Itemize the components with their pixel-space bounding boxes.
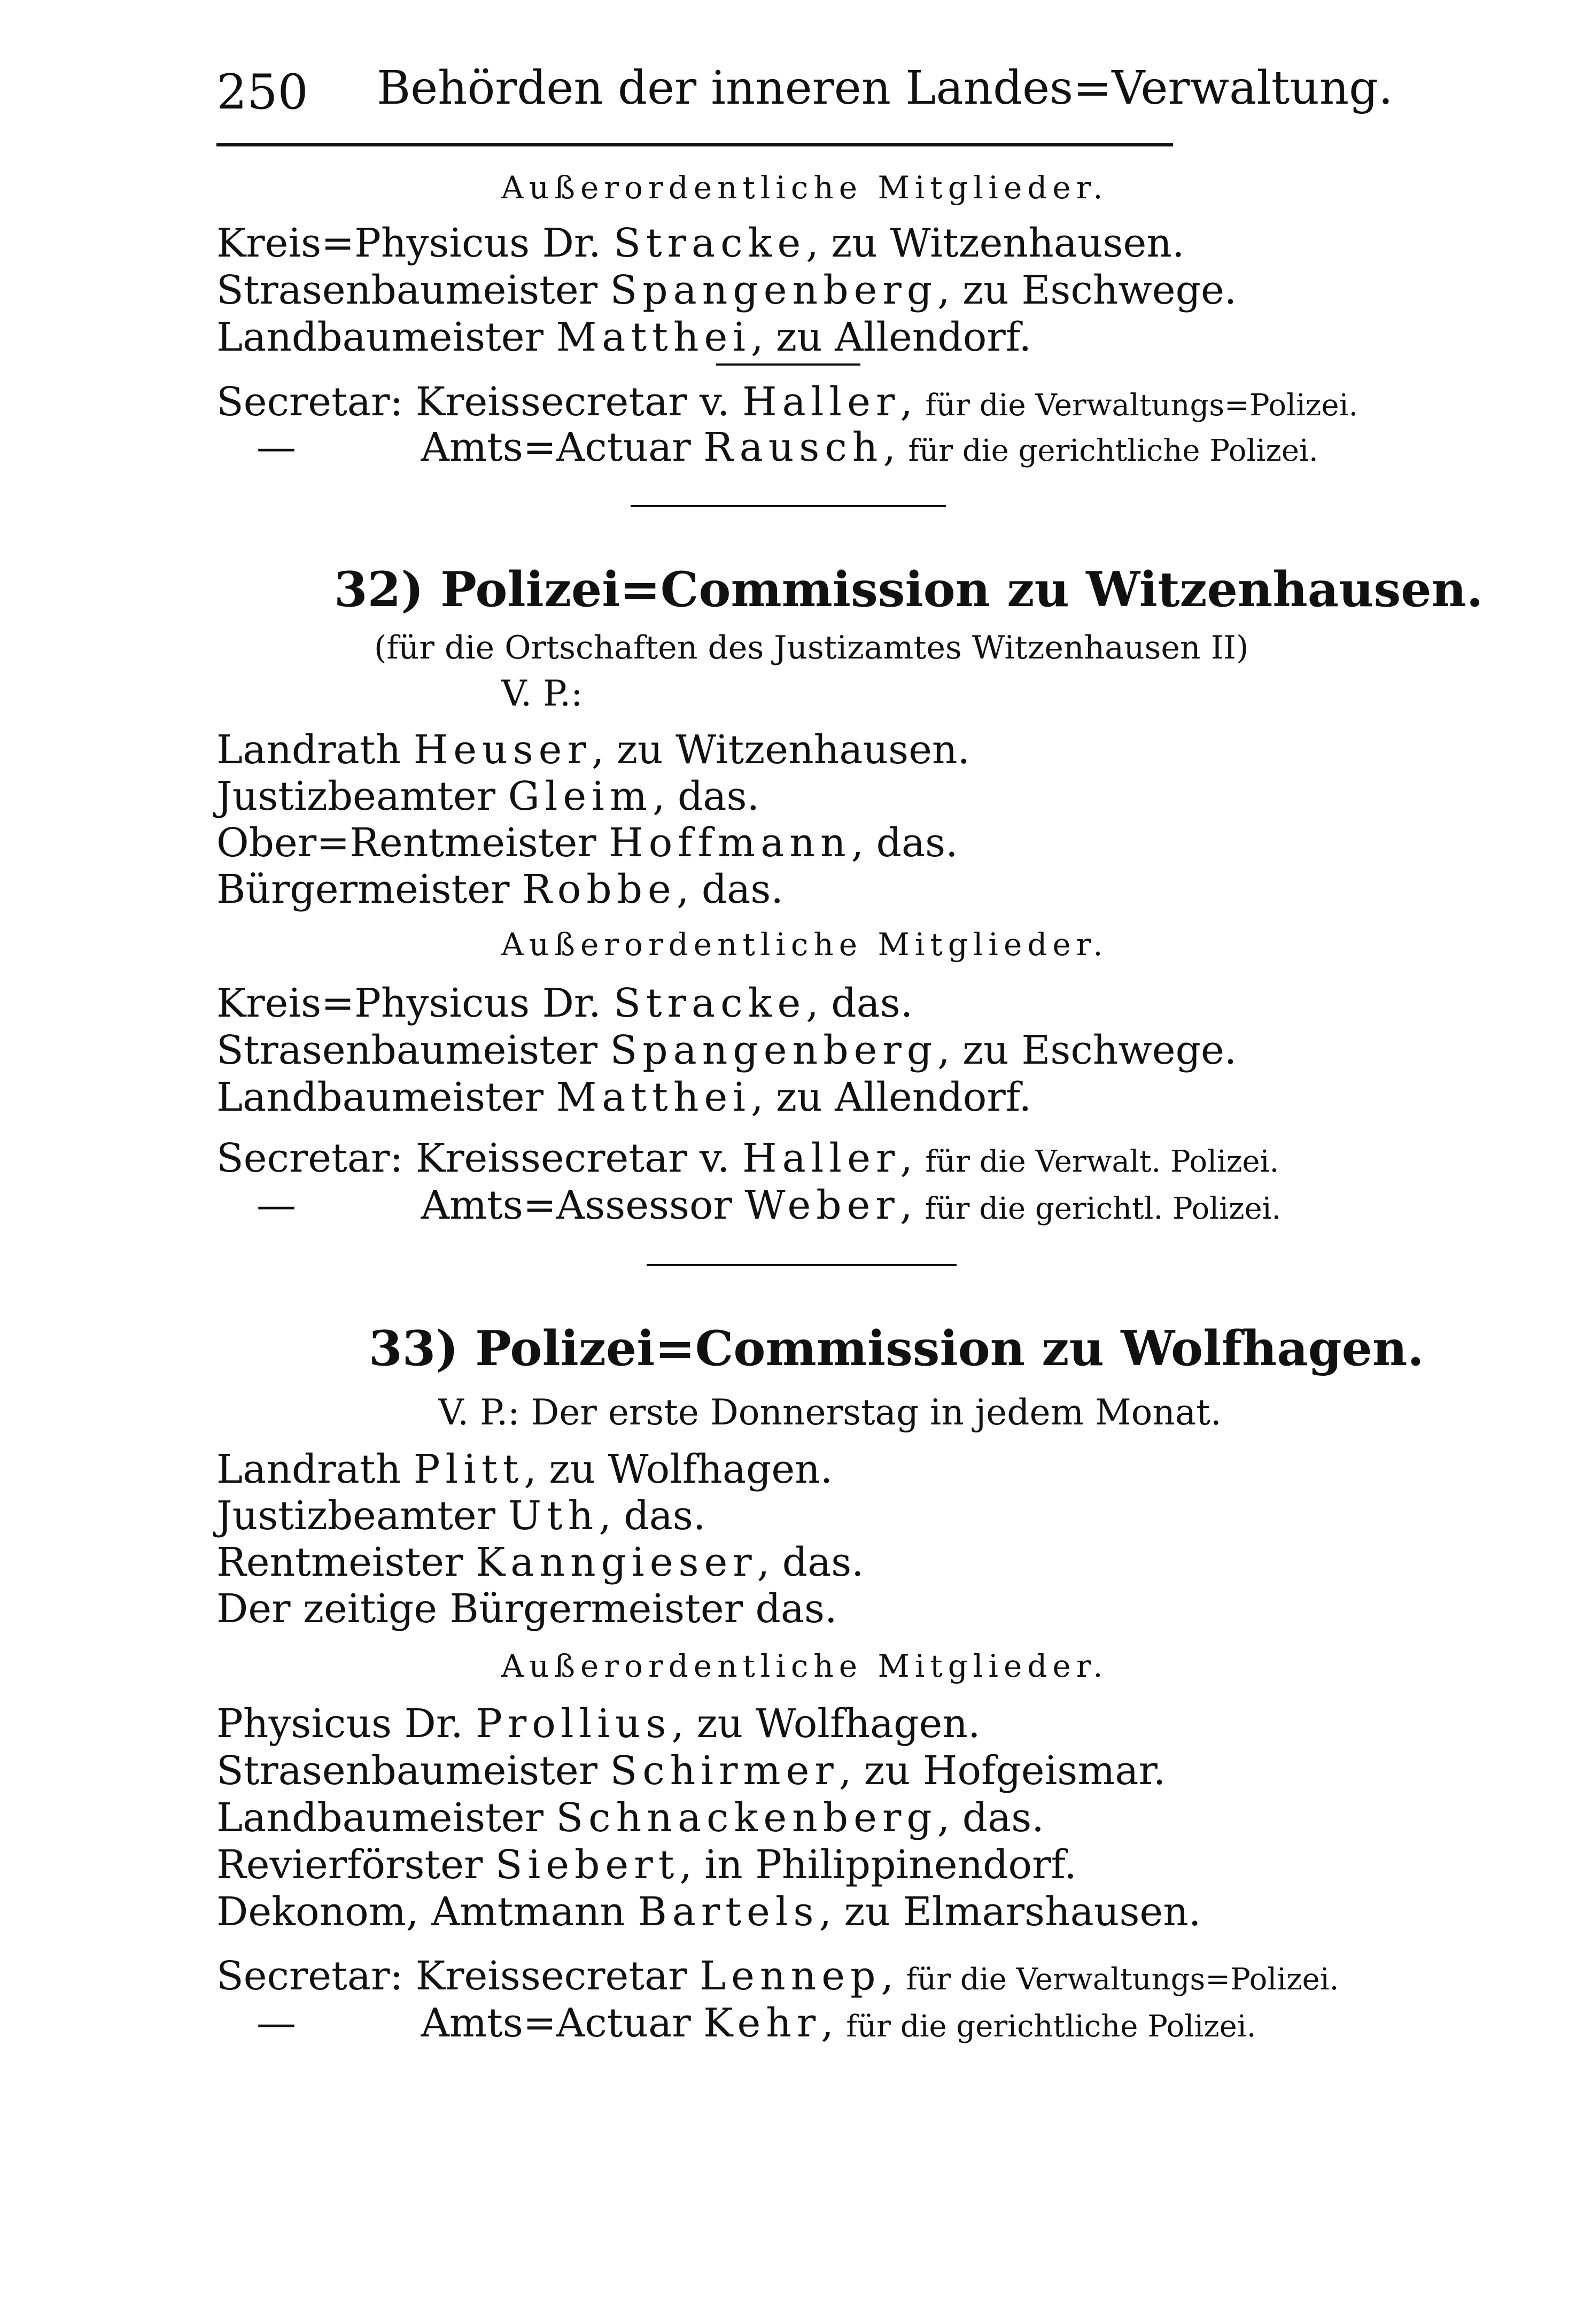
member-title: Justizbeamter (216, 1493, 496, 1539)
header-rule (216, 143, 1173, 146)
secretary-role: Amts=Actuar (421, 2000, 691, 2046)
member-title: Landrath (216, 727, 401, 773)
member-place: , zu Eschwege. (937, 267, 1237, 313)
member-place: , das. (599, 1493, 706, 1539)
secretary-sep: , (899, 1182, 913, 1228)
member-line (216, 1795, 1044, 1841)
section-divider (647, 1264, 957, 1266)
member-title: Strasenbaumeister (216, 1027, 598, 1073)
secretary-name: Kehr (703, 2000, 821, 2046)
member-title: Justizbeamter (216, 773, 496, 819)
member-line (216, 1586, 837, 1632)
member-line (216, 1539, 864, 1585)
secretary-role: Kreissecretar v. (415, 379, 730, 425)
member-title: Bürgermeister (216, 866, 510, 912)
secretary-sep: , (900, 379, 913, 425)
member-place: , zu Eschwege. (937, 1027, 1237, 1073)
member-line (216, 220, 1185, 266)
secretary-line (216, 1135, 1279, 1181)
member-place: , das. (806, 980, 913, 1026)
secretary-scope: für die Verwaltungs=Polizei. (925, 388, 1358, 423)
member-place: , zu Allendorf. (750, 314, 1031, 360)
secretary-name: Haller (742, 379, 900, 425)
member-title: Ober=Rentmeister (216, 820, 596, 866)
member-line (216, 1446, 833, 1492)
member-place: , in Philippinendorf. (679, 1842, 1077, 1888)
member-place: , das. (851, 820, 958, 866)
secretary-role: Amts=Assessor (421, 1182, 732, 1228)
secretary-name: Rausch (703, 424, 883, 470)
secretary-line (257, 2000, 1256, 2046)
member-line (216, 1701, 981, 1747)
member-name: Stracke (614, 980, 806, 1026)
secretary-label: — (257, 1182, 296, 1228)
member-name: Heuser (413, 727, 592, 773)
member-place: , zu Elmarshausen. (819, 1889, 1201, 1935)
secretary-scope: für die Verwalt. Polizei. (925, 1144, 1279, 1179)
member-place: , das. (676, 866, 783, 912)
section-divider (631, 505, 946, 507)
secretary-label: Secretar: (216, 1953, 403, 1999)
member-place: , zu Wolfhagen. (671, 1701, 981, 1747)
secretary-line (257, 1182, 1282, 1228)
member-line (216, 1027, 1237, 1073)
member-line (216, 980, 913, 1026)
member-line (216, 727, 970, 773)
member-line (216, 314, 1031, 360)
member-title: Strasenbaumeister (216, 267, 598, 313)
member-name: Hoffmann (609, 820, 851, 866)
member-title: Dekonom, Amtmann (216, 1889, 625, 1935)
secretary-sep: , (821, 2000, 834, 2046)
section-heading: 32) Polizei=Commission zu Witzenhausen. (334, 561, 1484, 618)
short-rule (716, 363, 860, 366)
member-title: Revierförster (216, 1842, 483, 1888)
secretary-line (257, 424, 1318, 470)
member-place: , das. (757, 1539, 864, 1585)
vp-label: V. P.: Der erste Donnerstag in jedem Monat. (438, 1392, 1222, 1433)
secretary-scope: für die gerichtliche Polizei. (908, 433, 1318, 468)
secretary-name: Haller (742, 1135, 900, 1181)
secretary-sep: , (881, 1953, 894, 1999)
member-name: Gleim (508, 773, 653, 819)
member-title: Landrath (216, 1446, 401, 1492)
secretary-scope: für die gerichtl. Polizei. (925, 1191, 1282, 1226)
running-title: Behörden der inneren Landes=Verwaltung. (377, 61, 1393, 115)
secretary-label: Secretar: (216, 379, 403, 425)
member-title: Landbaumeister (216, 1074, 543, 1120)
member-title: Der zeitige Bürgermeister das. (216, 1586, 837, 1632)
member-line (216, 866, 783, 912)
secretary-scope: für die gerichtliche Polizei. (846, 2009, 1256, 2044)
member-place: , zu Wolfhagen. (524, 1446, 833, 1492)
secretary-name: Weber (744, 1182, 900, 1228)
member-name: Matthei (556, 314, 751, 360)
page-number: 250 (216, 64, 308, 120)
extraordinary-heading: Außerordentliche Mitglieder. (501, 169, 1108, 206)
member-name: Matthei (556, 1074, 751, 1120)
member-name: Siebert (495, 1842, 680, 1888)
member-name: Prollius (476, 1701, 672, 1747)
secretary-role: Amts=Actuar (421, 424, 691, 470)
vp-label: V. P.: (501, 673, 583, 714)
secretary-name: Lennep (700, 1953, 881, 1999)
section-subtitle: (für die Ortschaften des Justizamtes Witzenhausen II) (374, 629, 1249, 667)
member-name: Schirmer (610, 1748, 839, 1794)
member-name: Plitt (413, 1446, 524, 1492)
extraordinary-heading: Außerordentliche Mitglieder. (501, 1648, 1108, 1684)
secretary-role: Kreissecretar (415, 1953, 687, 1999)
member-name: Kanngieser (475, 1539, 757, 1585)
member-name: Spangenberg (610, 267, 938, 313)
member-line (216, 1889, 1201, 1935)
secretary-sep: , (883, 424, 896, 470)
member-line (216, 267, 1237, 313)
member-name: Spangenberg (610, 1027, 938, 1073)
member-name: Bartels (638, 1889, 819, 1935)
secretary-label: Secretar: (216, 1135, 403, 1181)
member-title: Kreis=Physicus Dr. (216, 980, 601, 1026)
member-place: , zu Witzenhausen. (806, 220, 1185, 266)
section-heading: 33) Polizei=Commission zu Wolfhagen. (369, 1320, 1424, 1377)
member-title: Strasenbaumeister (216, 1748, 598, 1794)
secretary-label: — (257, 424, 296, 470)
member-title: Physicus Dr. (216, 1701, 463, 1747)
member-place: , das. (937, 1795, 1044, 1841)
member-title: Rentmeister (216, 1539, 463, 1585)
secretary-line (216, 379, 1358, 425)
member-line (216, 773, 760, 819)
member-name: Schnackenberg (556, 1795, 937, 1841)
member-place: , zu Witzenhausen. (591, 727, 970, 773)
member-title: Landbaumeister (216, 1795, 543, 1841)
member-line (216, 1842, 1077, 1888)
member-name: Stracke (614, 220, 806, 266)
secretary-line (216, 1953, 1339, 1999)
member-title: Kreis=Physicus Dr. (216, 220, 601, 266)
member-line (216, 1748, 1166, 1794)
member-name: Uth (508, 1493, 599, 1539)
secretary-scope: für die Verwaltungs=Polizei. (906, 1962, 1339, 1997)
extraordinary-heading: Außerordentliche Mitglieder. (501, 926, 1108, 963)
member-name: Robbe (522, 866, 677, 912)
member-place: , zu Allendorf. (750, 1074, 1031, 1120)
secretary-role: Kreissecretar v. (415, 1135, 730, 1181)
member-line (216, 820, 958, 866)
member-place: , das. (653, 773, 760, 819)
member-line (216, 1493, 706, 1539)
member-line (216, 1074, 1031, 1120)
secretary-sep: , (900, 1135, 913, 1181)
member-title: Landbaumeister (216, 314, 543, 360)
member-place: , zu Hofgeismar. (838, 1748, 1166, 1794)
secretary-label: — (257, 2000, 296, 2046)
